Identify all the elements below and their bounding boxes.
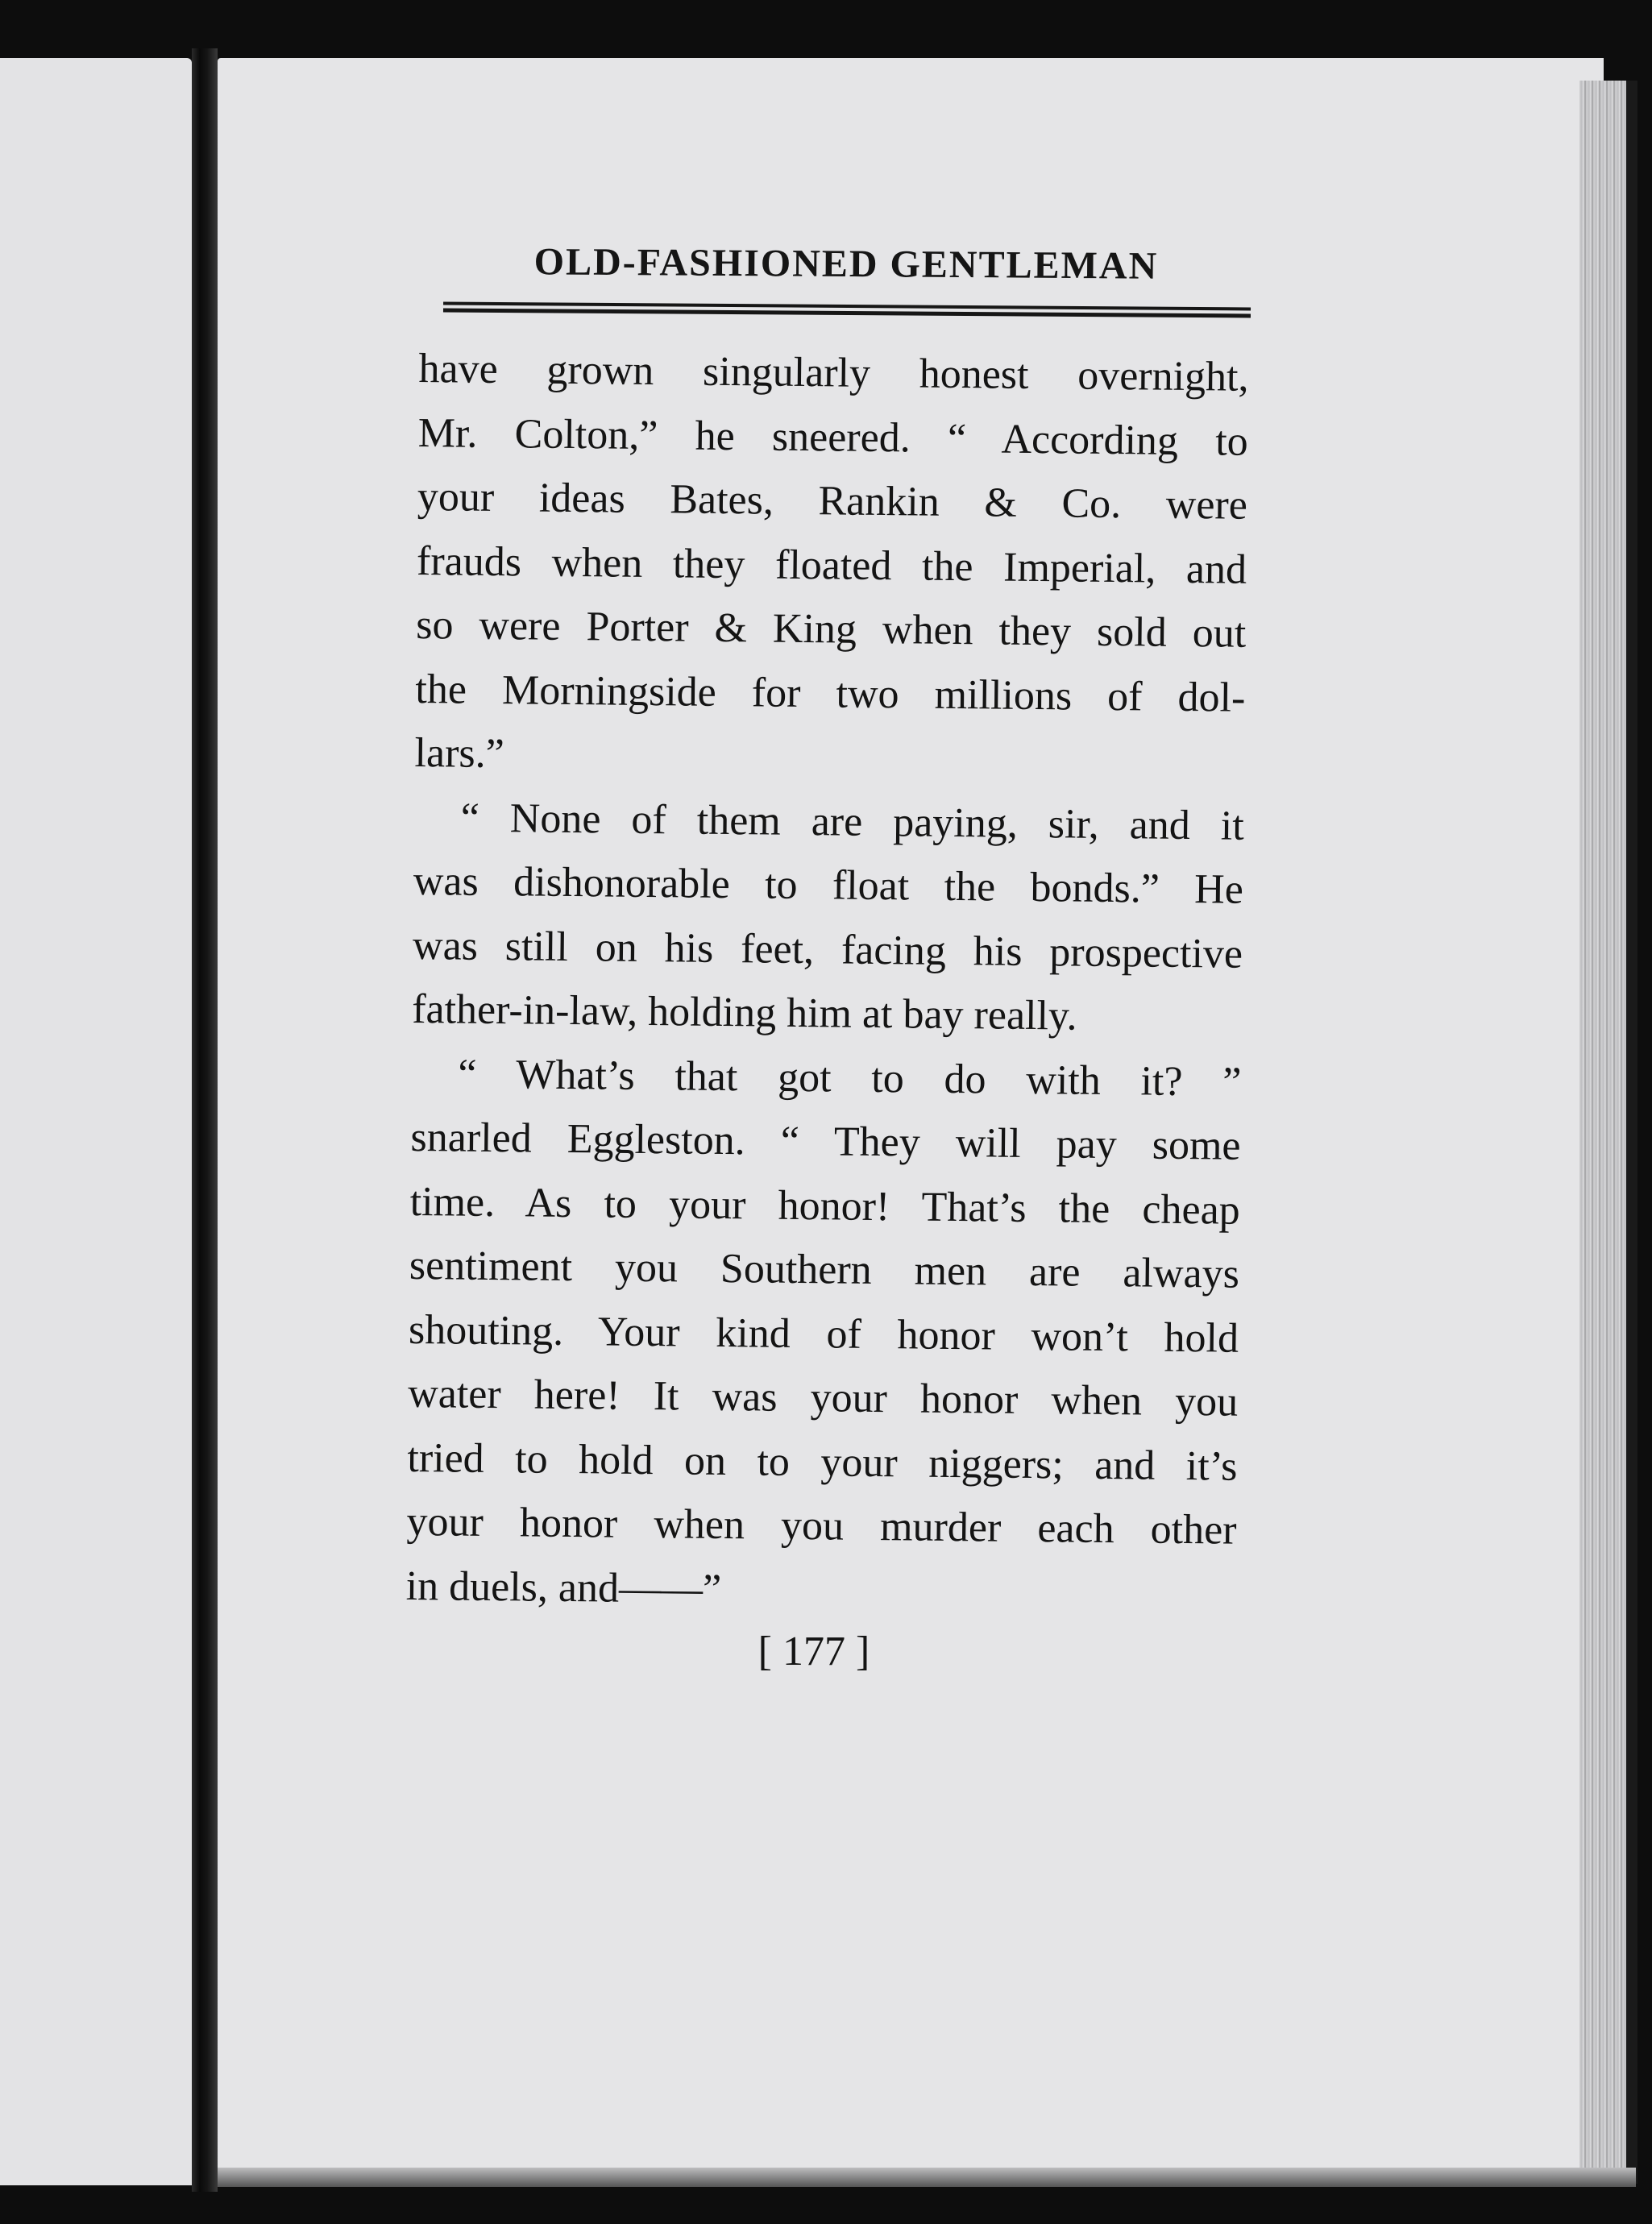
text-line: lars.” (414, 729, 505, 778)
text-line: snarled Eggleston. “ They will pay some (410, 1114, 1241, 1169)
text-line: was dishonorable to float the bonds.” He (413, 857, 1244, 913)
facing-page-edge (0, 58, 192, 2185)
text-line: shouting. Your kind of honor won’t hold (408, 1306, 1239, 1362)
text-line: in duels, and——” (405, 1562, 722, 1612)
text-line: water here! It was your honor when you (407, 1370, 1239, 1425)
text-line: time. As to your honor! That’s the cheap (409, 1178, 1241, 1234)
text-line: the Morningside for two millions of dol- (415, 666, 1246, 721)
running-head: OLD-FASHIONED GENTLEMAN (533, 240, 1159, 288)
text-line: was still on his feet, facing his prospective (412, 922, 1243, 977)
page-bottom-shadow (218, 2168, 1636, 2187)
text-line: frauds when they floated the Imperial, and (416, 537, 1247, 593)
text-line: so were Porter & King when they sold out (415, 601, 1247, 657)
page-number: [ 177 ] (758, 1629, 870, 1674)
book-gutter (192, 48, 218, 2192)
text-line: your ideas Bates, Rankin & Co. were (417, 473, 1248, 529)
text-line: Mr. Colton,” he sneered. “ According to (417, 409, 1248, 465)
text-line: sentiment you Southern men are always (409, 1242, 1240, 1297)
text-line: have grown singularly honest overnight, (418, 345, 1249, 400)
text-line: “ What’s that got to do with it? ” (458, 1051, 1242, 1106)
text-line: tried to hold on to your niggers; and it’s (407, 1434, 1238, 1490)
text-line: your honor when you murder each other (406, 1498, 1237, 1554)
body-text (405, 337, 1249, 1627)
text-line: “ None of them are paying, sir, and it (460, 795, 1245, 849)
text-line: father-in-law, holding him at bay really. (411, 985, 1077, 1039)
page-stack-edge (1579, 81, 1626, 2184)
cover-edge (1626, 81, 1637, 2184)
